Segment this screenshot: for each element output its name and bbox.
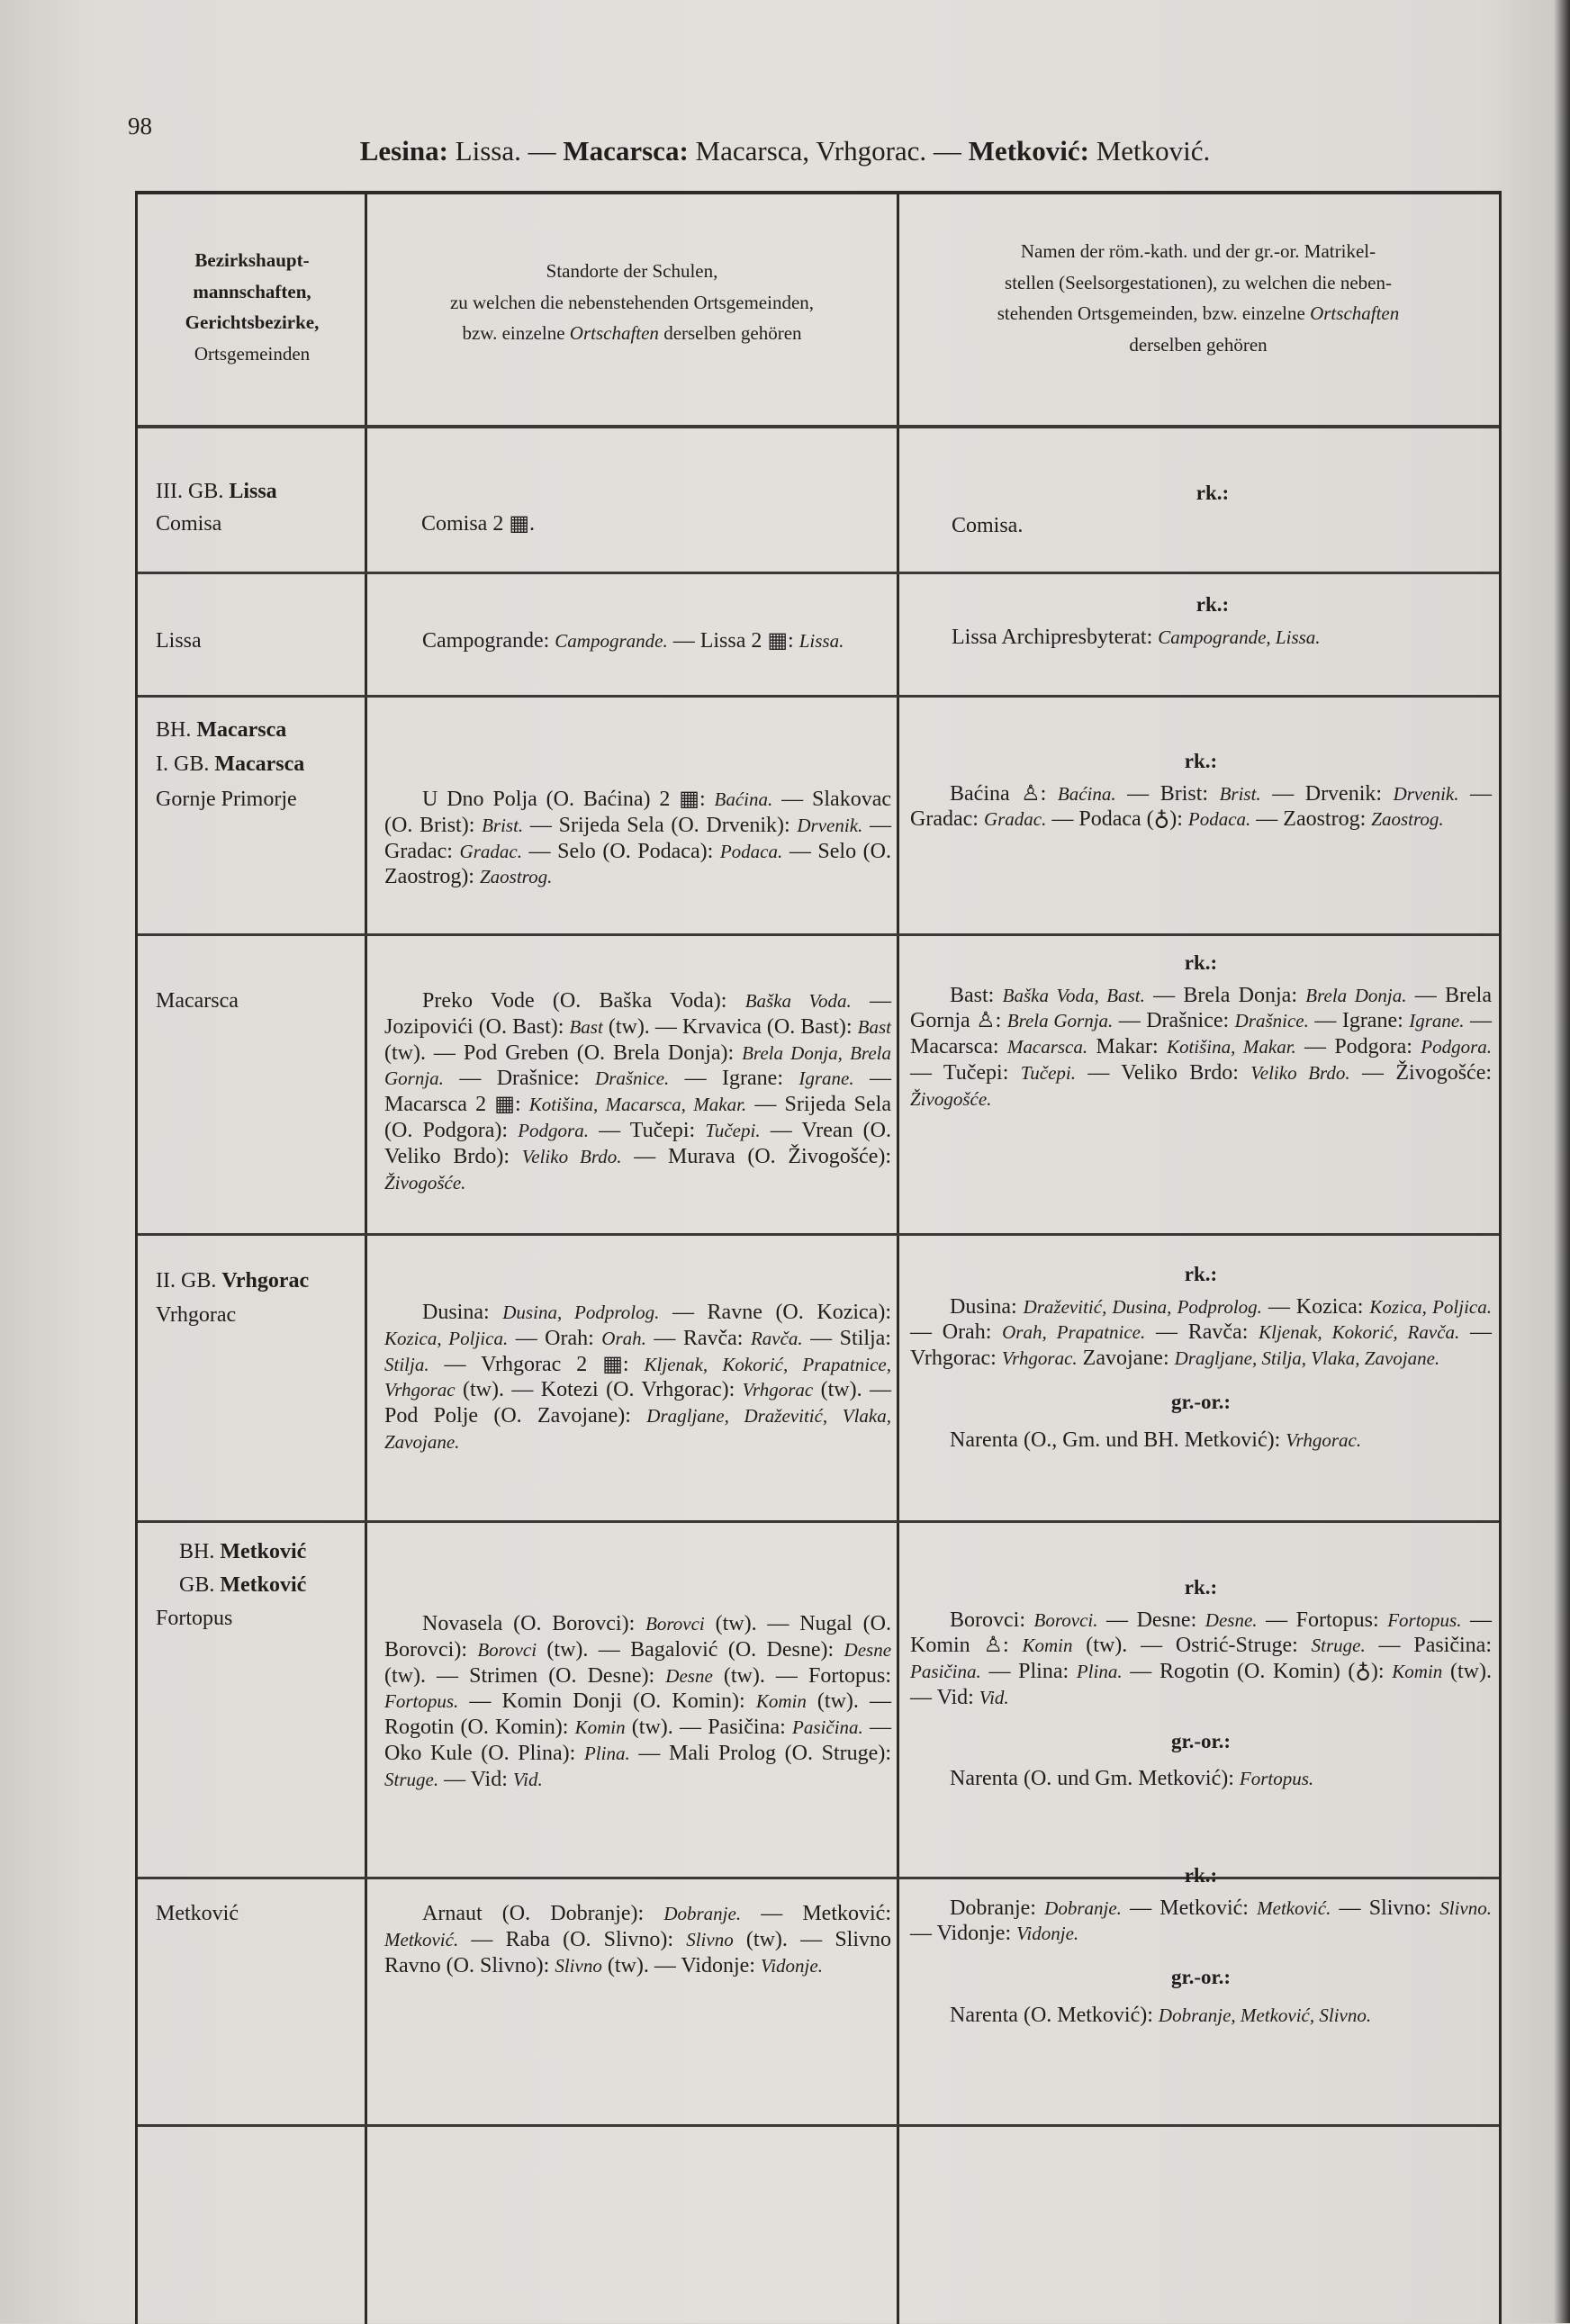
row-macarsca-parishes: rk.: Bast: Baška Voda, Bast. — Brela Donja: Brela Donja. — Brela Gornja ♙: Brela Gornja. — Drašnice: Drašnice. — Igrane: Igrane. — Macarsca: Macarsca. Makar: Kotišina, Makar. — Podgora: Podgora. — Tučepi: Tučepi. — Veliko Brdo: Veliko Brdo. — Živogošće: Živogošće.: [910, 951, 1493, 1110]
row-vrhgorac-district: II. GB. Vrhgorac Vrhgorac: [156, 1269, 310, 1328]
column-rule-1: [365, 191, 367, 2324]
row-comisa-district: III. GB. Lissa Comisa: [156, 480, 277, 536]
row-rule: [138, 695, 1499, 698]
row-gornje-primorje-schools: U Dno Polja (O. Baćina) 2 ▦: Baćina. — Slakovac (O. Brist): Brist. — Srijeda Sela (O. Drvenik): Drvenik. — Gradac: Gradac. — Selo (O. Podaca): Podaca. — Selo (O. Zaostrog): Zaostrog.: [384, 788, 891, 889]
row-rule: [138, 1233, 1499, 1236]
directory-table: [135, 191, 1502, 2324]
row-vrhgorac-schools: Dusina: Dusina, Podprolog. — Ravne (O. Kozica): Kozica, Poljica. — Orah: Orah. — Ravča: Ravča. — Stilja: Stilja. — Vrhgorac 2 ▦: Kljenak, Kokorić, Prapatnice, Vrhgorac (tw). — Kotezi (O. Vrhgorac): Vrhgorac (tw). — Pod Polje (O. Zavojane): Dragljane, Draževitić, Vlaka, Zavojane.: [384, 1301, 892, 1453]
row-fortopus-district: BH. Metković GB. Metković Fortopus: [156, 1540, 307, 1631]
row-lissa-schools: Campogrande: Campogrande. — Lissa 2 ▦: Lissa.: [422, 629, 844, 653]
table-top-rule: [135, 191, 1502, 194]
row-rule: [138, 2124, 1499, 2127]
row-lissa-parishes: rk.: Lissa Archipresbyterat: Campogrande, Lissa.: [952, 593, 1321, 649]
row-rule: [138, 1520, 1499, 1523]
row-vrhgorac-parishes: rk.: Dusina: Draževitić, Dusina, Podprolog. — Kozica: Kozica, Poljica. — Orah: Orah, Prapatnice. — Ravča: Kljenak, Kokorić, Ravča. — Vrhgorac: Vrhgorac. Zavojane: Dragljane, Stilja, Vlaka, Zavojane. gr.-or.: Narenta (O., Gm. und BH. Metković): Vrhgorac.: [910, 1263, 1493, 1452]
row-macarsca-schools: Preko Vode (O. Baška Voda): Baška Voda. — Jozipovići (O. Bast): Bast (tw). — Krvavica (O. Bast): Bast (tw). — Pod Greben (O. Brela Donja): Brela Donja, Brela Gornja. — Drašnice: Drašnice. — Igrane: Igrane. — Macarsca 2 ▦: Kotišina, Macarsca, Makar. — Srijeda Sela (O. Podgora): Podgora. — Tučepi: Tučepi. — Vrean (O. Veliko Brdo): Veliko Brdo. — Murava (O. Živogošće): Živogošće.: [384, 989, 892, 1194]
row-metkovic-schools: Arnaut (O. Dobranje): Dobranje. — Metković: Metković. — Raba (O. Slivno): Slivno (tw). — Slivno Ravno (O. Slivno): Slivno (tw). — Vidonje: Vidonje.: [384, 1902, 892, 1977]
row-comisa-schools: Comisa 2 ▦.: [421, 512, 536, 536]
row-rule: [138, 933, 1499, 936]
row-lissa-district: Lissa: [156, 629, 202, 653]
page-number: 98: [128, 113, 152, 140]
header-col-3: Namen der röm.-kath. und der gr.-or. Matrikel- stellen (Seelsorgestationen), zu welchen die neben- stehenden Ortsgemeinden, bzw. einzelne Ortschaften derselben gehören: [997, 240, 1400, 356]
row-gornje-primorje-district: BH. Macarsca I. GB. Macarsca Gornje Primorje: [156, 718, 305, 811]
row-fortopus-schools: Novasela (O. Borovci): Borovci (tw). — Nugal (O. Borovci): Borovci (tw). — Bagalović (O. Desne): Desne (tw). — Strimen (O. Desne): Desne (tw). — Fortopus: Fortopus. — Komin Donji (O. Komin): Komin (tw). — Rogotin (O. Komin): Komin (tw). — Pasičina: Pasičina. — Oko Kule (O. Plina): Plina. — Mali Prolog (O. Struge): Struge. — Vid: Vid.: [384, 1612, 892, 1791]
row-comisa-parishes: rk.: Comisa.: [952, 482, 1230, 537]
row-gornje-primorje-parishes: rk.: Baćina ♙: Baćina. — Brist: Brist. — Drvenik: Drvenik. — Gradac: Gradac. — Podaca (♁): Podaca. — Zaostrog: Zaostrog.: [910, 750, 1493, 832]
row-metkovic-district: Metković: [156, 1902, 239, 1925]
row-fortopus-parishes: rk.: Borovci: Borovci. — Desne: Desne. — Fortopus: Fortopus. — Komin ♙: Komin (tw). — Ostrić-Struge: Struge. — Pasičina: Pasičina. — Plina: Plina. — Rogotin (O. Komin) (♁): Komin (tw). — Vid: Vid. gr.-or.: Narenta (O. und Gm. Metković): Fortopus.: [910, 1576, 1492, 1791]
row-macarsca-district: Macarsca: [156, 989, 239, 1013]
running-head: Lesina: Lissa. — Macarsca: Macarsca, Vrhgorac. — Metković: Metković.: [359, 135, 1211, 167]
column-rule-2: [897, 191, 899, 2324]
header-rule: [138, 425, 1499, 428]
binding-shadow: [1554, 0, 1570, 2323]
row-rule: [138, 572, 1499, 574]
row-metkovic-parishes: rk.: Dobranje: Dobranje. — Metković: Metković. — Slivno: Slivno. — Vidonje: Vidonje. gr.-or.: Narenta (O. Metković): Dobranje, Metković, Slivno.: [910, 1864, 1492, 2027]
header-col-2: Standorte der Schulen, zu welchen die nebenstehenden Ortsgemeinden, bzw. einzelne Ortschaften derselben gehören: [449, 260, 815, 345]
header-col-1: Bezirkshaupt- mannschaften, Gerichtsbezirke, Ortsgemeinden: [185, 249, 320, 365]
